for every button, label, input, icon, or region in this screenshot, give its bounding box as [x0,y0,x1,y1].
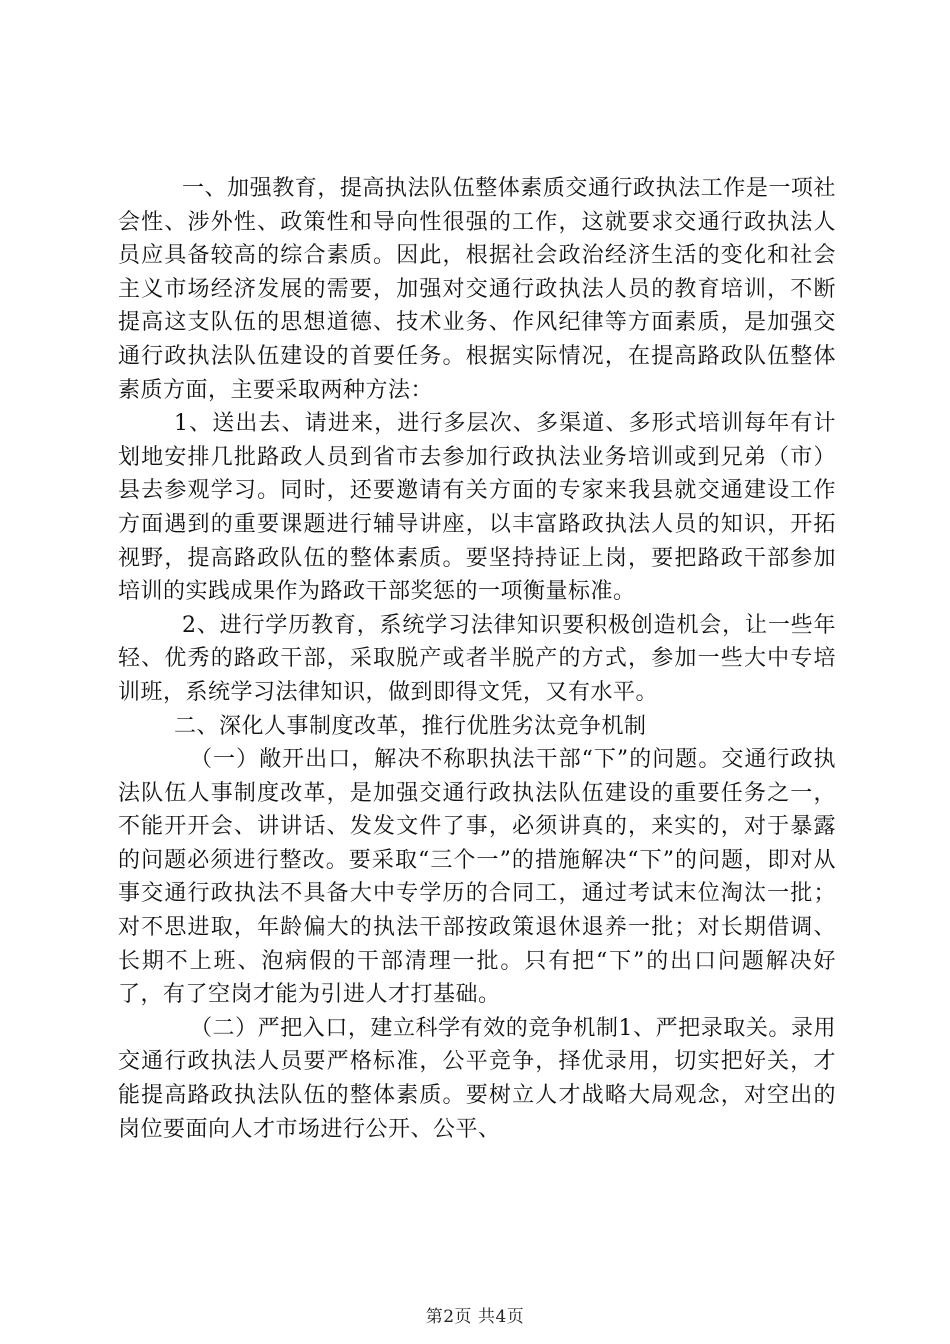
paragraph-subsection-two: （二）严把入口，建立科学有效的竞争机制1、严把录取关。录用交通行政执法人员要严格标准，公平竞争，择优录用，切实把好关，才能提高路政执法队伍的整体素质。要树立人才战略大局观念，对空出的岗位要面向人才市场进行公开、公平、 [118,1015,836,1142]
paragraph-method-two: 2、进行学历教育，系统学习法律知识要积极创造机会，让一些年轻、优秀的路政干部，采取脱产或者半脱产的方式，参加一些大中专培训班，系统学习法律知识，做到即得文凭，又有水平。 [118,612,836,705]
paragraph-section-one: 一、加强教育，提高执法队伍整体素质交通行政执法工作是一项社会性、涉外性、政策性和导向性很强的工作，这就要求交通行政执法人员应具备较高的综合素质。因此，根据社会政治经济生活的变化和社会主义市场经济发展的需要，加强对交通行政执法人员的教育培训，不断提高这支队伍的思想道德、技术业务、作风纪律等方面素质，是加强交通行政执法队伍建设的首要任务。根据实际情况，在提高路政队伍整体素质方面，主要采取两种方法： [118,176,836,403]
body-text [118,172,836,1146]
paragraph-method-one: 1、送出去、请进来，进行多层次、多渠道、多形式培训每年有计划地安排几批路政人员到省市去参加行政执法业务培训或到兄弟（市）县去参观学习。同时，还要邀请有关方面的专家来我县就交通建设工作方面遇到的重要课题进行辅导讲座，以丰富路政执法人员的知识，开拓视野，提高路政队伍的整体素质。要坚持持证上岗，要把路政干部参加培训的实践成果作为路政干部奖惩的一项衡量标准。 [118,411,836,605]
page-number-footer: 第2页 共4页 [425,1307,525,1327]
section-heading-two: 二、深化人事制度改革，推行优胜劣汰竞争机制 [174,713,647,739]
paragraph-subsection-one: （一）敞开出口，解决不称职执法干部“下”的问题。交通行政执法队伍人事制度改革，是加强交通行政执法队伍建设的重要任务之一，不能开开会、讲讲话、发发文件了事，必须讲真的，来实的，对于暴露的问题必须进行整改。要采取“三个一”的措施解决“下”的问题，即对从事交通行政执法不具备大中专学历的合同工，通过考试末位淘汰一批；对不思进取，年龄偏大的执法干部按政策退休退养一批；对长期借调、长期不上班、泡病假的干部清理一批。只有把“下”的出口问题解决好了，有了空岗才能为引进人才打基础。 [118,747,836,1008]
